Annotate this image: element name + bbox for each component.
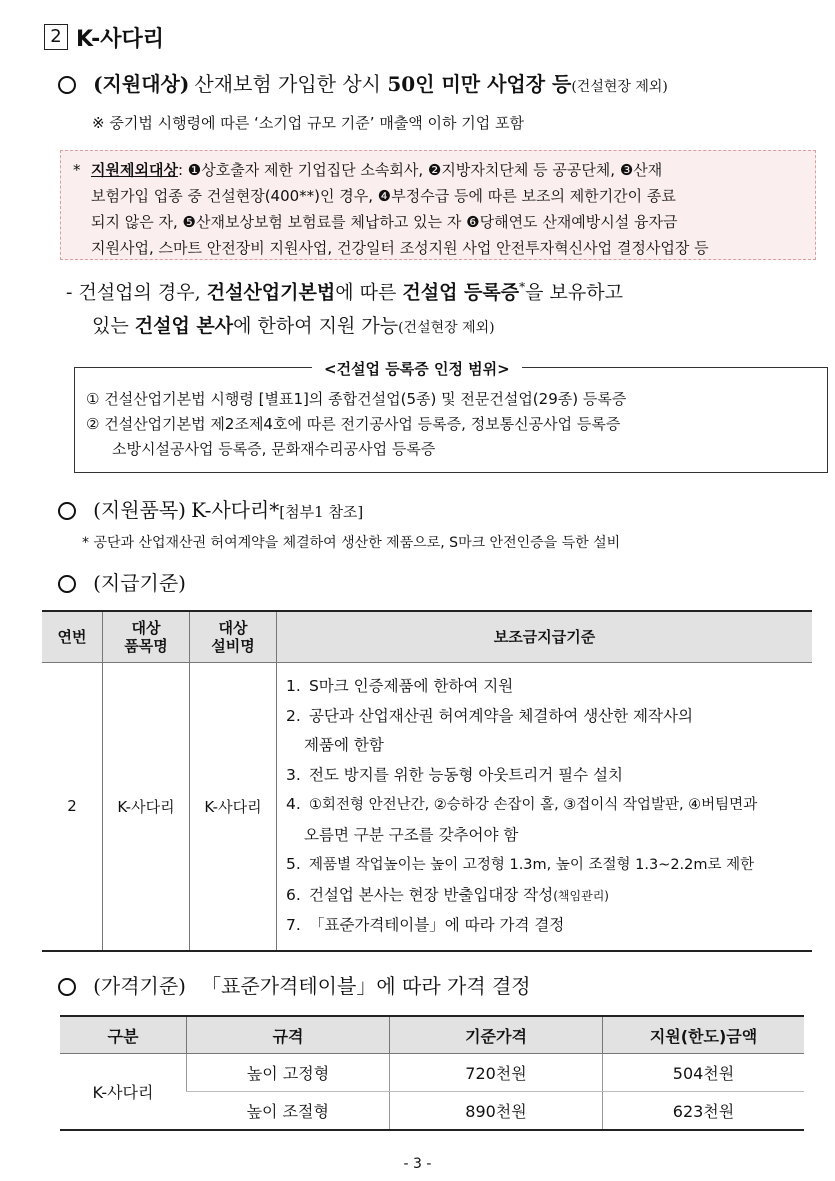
circle-bullet-icon bbox=[58, 978, 76, 996]
criteria-cont: 오름면 구분 구조를 갖추어야 함 bbox=[304, 825, 519, 844]
criteria-text: S마크 인증제품에 한하여 지원 bbox=[308, 677, 514, 695]
circle-bullet-icon bbox=[58, 575, 76, 593]
row-item: K-사다리 bbox=[103, 663, 190, 951]
exclusion-label: 지원제외대상 bbox=[91, 161, 178, 179]
price-support: 623천원 bbox=[603, 1092, 805, 1131]
criteria-text: 전도 방지를 위한 능동형 아웃트리거 필수 설치 bbox=[308, 765, 623, 784]
target-label: (지원대상) bbox=[93, 72, 190, 96]
price-spec: 높이 조절형 bbox=[246, 1102, 329, 1121]
recognition-item-1: ① 건설산업기본법 시행령 [별표1]의 종합건설업(5종) 및 전문건설업(29종) 등록증 bbox=[86, 390, 627, 408]
criteria-num: 2. bbox=[286, 706, 301, 725]
criteria-table bbox=[42, 610, 812, 952]
exclusion-line-4: 지원사업, 스마트 안전장비 지원사업, 건강일터 조성지원 사업 안전투자혁신사업 결정사업장 등 bbox=[91, 239, 709, 257]
recognition-title: <건설업 등록증 인정 범위> bbox=[312, 358, 522, 379]
construction-bold-1: 건설산업기본법 bbox=[206, 281, 336, 304]
price-header-price: 기준가격 bbox=[390, 1016, 603, 1054]
recognition-list bbox=[86, 387, 626, 462]
header-no: 연번 bbox=[42, 611, 103, 663]
row-equip: K-사다리 bbox=[190, 663, 277, 951]
exclusion-line-2: 보험가입 업종 중 건설현장(400**)인 경우, ❹부정수급 등에 따른 보조의 제한기간이 종료 bbox=[91, 187, 676, 205]
criteria-num: 4. bbox=[286, 795, 301, 813]
price-label: (가격기준) bbox=[93, 974, 186, 998]
header-equip-2: 설비명 bbox=[211, 637, 255, 655]
exclusion-text-1: : ❶상호출자 제한 기업집단 소속회사, ❷지방자치단체 등 공공단체, ❸산재 bbox=[177, 161, 663, 179]
criteria-item bbox=[286, 850, 801, 881]
criteria-item bbox=[286, 911, 801, 941]
construction-paragraph bbox=[66, 270, 826, 345]
exclusion-line-1 bbox=[91, 157, 803, 183]
criteria-num: 3. bbox=[286, 765, 301, 784]
target-note: ※ 중기법 시행령에 따른 ‘소기업 규모 기준’ 매출액 이하 기업 포함 bbox=[92, 114, 525, 132]
criteria-text: 건설업 본사는 현장 반출입대장 작성 bbox=[308, 885, 554, 904]
target-line bbox=[58, 68, 668, 97]
exclusion-box bbox=[60, 150, 816, 260]
price-value: 890천원 bbox=[390, 1092, 603, 1131]
construction-text-1: 건설업의 경우, bbox=[78, 281, 207, 304]
price-header-spec: 규격 bbox=[187, 1016, 390, 1054]
section-number: 2 bbox=[44, 24, 68, 50]
criteria-item bbox=[286, 790, 801, 850]
header-standard: 보조금지급기준 bbox=[277, 611, 813, 663]
criteria-label: (지급기준) bbox=[93, 571, 186, 595]
criteria-header-row bbox=[42, 611, 812, 663]
construction-text-4: 있는 bbox=[92, 315, 135, 338]
exclusion-star: * bbox=[73, 161, 81, 179]
criteria-cont: 제품에 한함 bbox=[304, 736, 384, 754]
target-small: (건설현장 제외) bbox=[571, 79, 668, 95]
criteria-text: 공단과 산업재산권 허여계약을 체결하여 생산한 제작사의 bbox=[308, 706, 693, 725]
criteria-item bbox=[286, 761, 801, 791]
criteria-num: 5. bbox=[286, 855, 301, 873]
criteria-item bbox=[286, 702, 801, 761]
construction-text-2: 에 따른 bbox=[335, 281, 403, 304]
price-category: K-사다리 bbox=[92, 1083, 154, 1102]
price-line bbox=[58, 970, 531, 999]
section-title bbox=[44, 20, 164, 54]
criteria-small: (책임관리) bbox=[553, 888, 609, 903]
construction-bold-3: 건설업 본사 bbox=[134, 315, 234, 338]
recognition-item-2b: 소방시설공사업 등록증, 문화재수리공사업 등록증 bbox=[112, 440, 436, 458]
exclusion-line-3: 되지 않은 자, ❺산재보상보험 보험료를 체납하고 있는 자 ❻당해연도 산재예방시설 융자금 bbox=[91, 213, 678, 231]
price-text: 「표준가격테이블」에 따라 가격 결정 bbox=[201, 974, 531, 998]
header-item-1: 대상 bbox=[131, 619, 161, 637]
criteria-text: ①회전형 안전난간, ②승하강 손잡이 홀, ③접이식 작업발판, ④버팀면과 bbox=[308, 797, 758, 813]
price-support: 504천원 bbox=[603, 1054, 805, 1092]
price-table bbox=[60, 1015, 804, 1131]
dash: - bbox=[66, 281, 73, 304]
page-number: - 3 - bbox=[403, 1156, 432, 1172]
header-equip-1: 대상 bbox=[218, 619, 248, 637]
items-text: K-사다리* bbox=[191, 498, 280, 522]
criteria-text: 제품별 작업높이는 높이 고정형 1.3m, 높이 조절형 1.3~2.2m로 제한 bbox=[308, 857, 755, 873]
price-header-row bbox=[60, 1016, 804, 1054]
items-label: (지원품목) bbox=[93, 498, 186, 522]
header-item-2: 품목명 bbox=[124, 637, 168, 655]
price-header-category: 구분 bbox=[60, 1016, 187, 1054]
construction-sup: * bbox=[519, 280, 526, 294]
criteria-num: 7. bbox=[286, 916, 301, 934]
header-equip bbox=[190, 611, 277, 663]
target-bold: 50인 미만 사업장 등 bbox=[387, 72, 572, 96]
target-text: 산재보험 가입한 상시 bbox=[194, 72, 388, 96]
construction-text-5: 에 한하여 지원 가능 bbox=[233, 315, 399, 338]
construction-bold-2: 건설업 등록증 bbox=[402, 281, 520, 304]
circle-bullet-icon bbox=[58, 76, 76, 94]
construction-small: (건설현장 제외) bbox=[398, 320, 495, 337]
items-line bbox=[58, 494, 363, 523]
criteria-item bbox=[286, 672, 801, 702]
circle-bullet-icon bbox=[58, 502, 76, 520]
criteria-item bbox=[286, 881, 801, 912]
section-name: K-사다리 bbox=[76, 26, 165, 52]
criteria-list bbox=[278, 664, 811, 949]
criteria-num: 6. bbox=[286, 885, 301, 904]
row-standard bbox=[277, 663, 813, 951]
criteria-line bbox=[58, 567, 186, 596]
price-header-support: 지원(한도)금액 bbox=[603, 1016, 805, 1054]
construction-text-3: 을 보유하고 bbox=[525, 281, 623, 304]
price-value: 720천원 bbox=[390, 1054, 603, 1092]
criteria-text: 「표준가격테이블」에 따라 가격 결정 bbox=[308, 916, 565, 934]
criteria-num: 1. bbox=[286, 677, 301, 695]
recognition-item-2: ② 건설산업기본법 제2조제4호에 따른 전기공사업 등록증, 정보통신공사업 등록증 bbox=[86, 415, 621, 433]
criteria-row bbox=[42, 663, 812, 951]
price-row bbox=[60, 1054, 804, 1092]
items-ref: [첨부1 참조] bbox=[279, 503, 364, 521]
price-spec: 높이 고정형 bbox=[187, 1054, 390, 1092]
row-no: 2 bbox=[42, 663, 103, 951]
header-item bbox=[103, 611, 190, 663]
items-note: * 공단과 산업재산권 허여계약을 체결하여 생산한 제품으로, S마크 안전인증을 득한 설비 bbox=[82, 535, 621, 551]
